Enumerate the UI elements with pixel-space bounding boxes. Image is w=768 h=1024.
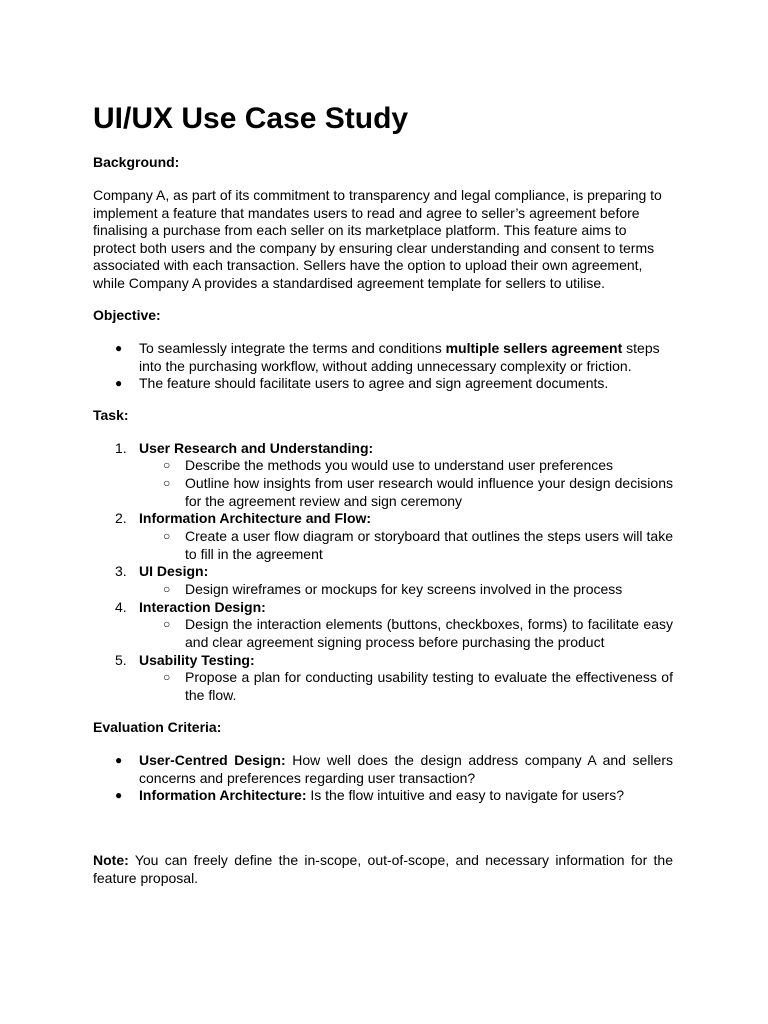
task-item — [93, 440, 673, 458]
sub-bullet-marker: ○ — [163, 476, 171, 490]
objective-bullet — [93, 375, 673, 393]
task-item — [93, 510, 673, 528]
task-subitem — [93, 475, 673, 510]
evaluation-heading: Evaluation Criteria: — [93, 719, 222, 735]
task-subitem — [93, 457, 673, 475]
bullet-marker: ● — [115, 341, 123, 355]
evaluation-bullet-text: Information Architecture: Is the flow intuitive and easy to navigate for users? — [139, 787, 625, 803]
objective-heading: Objective: — [93, 307, 161, 323]
task-number: 3. — [115, 563, 127, 579]
sub-bullet-marker: ○ — [163, 458, 171, 472]
task-item-title: Usability Testing: — [139, 652, 255, 668]
note-label: Note: — [93, 852, 129, 868]
note-paragraph — [93, 852, 673, 887]
task-subitem-text: Design wireframes or mockups for key screens involved in the process — [185, 581, 623, 597]
sub-bullet-marker: ○ — [163, 582, 171, 596]
sub-bullet-marker: ○ — [163, 670, 171, 684]
task-heading: Task: — [93, 407, 129, 423]
evaluation-bullet-text: User-Centred Design: How well does the design address company A and sellers concerns and preferences regarding user transaction? — [139, 752, 673, 786]
bullet-marker: ● — [115, 753, 123, 767]
task-item — [93, 563, 673, 581]
task-subitem-text: Describe the methods you would use to understand user preferences — [185, 457, 614, 473]
background-heading: Background: — [93, 154, 180, 170]
evaluation-bullet — [93, 752, 673, 787]
evaluation-bullet — [93, 787, 673, 805]
bullet-marker: ● — [115, 788, 123, 802]
objective-bullet-text: The feature should facilitate users to agree and sign agreement documents. — [139, 375, 609, 391]
task-number: 2. — [115, 510, 127, 526]
document-content — [93, 101, 673, 886]
task-item — [93, 652, 673, 670]
background-paragraph: Company A, as part of its commitment to transparency and legal compliance, is preparing to implement a feature that mandates users to read and agree to seller’s agreement before finalising a purchase from each seller on its marketplace platform. This feature aims to protect both users and the company by ensuring clear understanding and consent to terms associated with each transaction. Sellers have the option to upload their own agreement, while Company A provides a standardised agreement template for sellers to utilise. — [93, 187, 662, 291]
task-item-title: Information Architecture and Flow: — [139, 510, 372, 526]
task-number: 1. — [115, 440, 127, 456]
task-item-title: UI Design: — [139, 563, 209, 579]
page-title: UI/UX Use Case Study — [93, 102, 409, 135]
objective-bullet-text: To seamlessly integrate the terms and conditions multiple sellers agreement steps into the purchasing workflow, without adding unnecessary complexity or friction. — [139, 340, 660, 374]
sub-bullet-marker: ○ — [163, 529, 171, 543]
task-item-title: Interaction Design: — [139, 599, 266, 615]
task-subitem-text: Create a user flow diagram or storyboard that outlines the steps users will take to fill in the agreement — [185, 528, 673, 562]
task-subitem — [93, 669, 673, 704]
task-subitem — [93, 581, 673, 599]
task-item — [93, 599, 673, 617]
task-subitem — [93, 528, 673, 563]
task-subitem-text: Design the interaction elements (buttons, checkboxes, forms) to facilitate easy and clear agreement signing process before purchasing the product — [185, 616, 673, 650]
task-number: 4. — [115, 599, 127, 615]
task-subitem-text: Propose a plan for conducting usability testing to evaluate the effectiveness of the flow. — [185, 669, 673, 703]
bullet-marker: ● — [115, 376, 123, 390]
task-subitem-text: Outline how insights from user research would influence your design decisions for the agreement review and sign ceremony — [185, 475, 673, 509]
sub-bullet-marker: ○ — [163, 617, 171, 631]
note-text: You can freely define the in-scope, out-of-scope, and necessary information for the feature proposal. — [93, 852, 673, 886]
task-item-title: User Research and Understanding: — [139, 440, 374, 456]
task-number: 5. — [115, 652, 127, 668]
objective-bullet — [93, 340, 673, 375]
task-subitem — [93, 616, 673, 651]
